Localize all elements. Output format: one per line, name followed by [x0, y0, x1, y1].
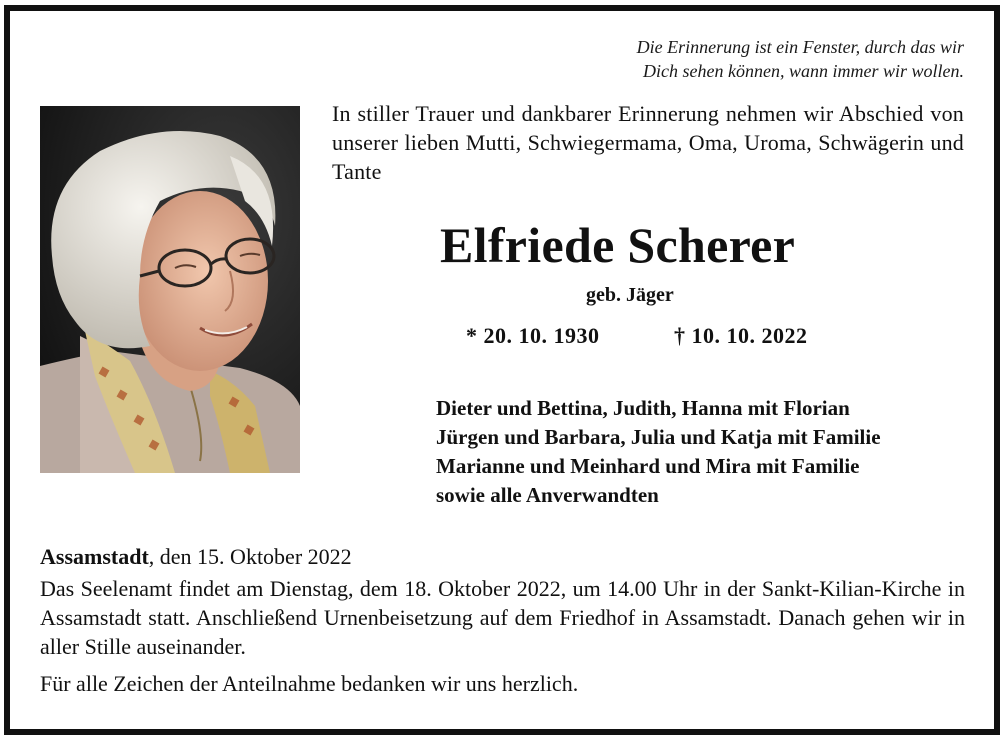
- portrait-photo: [40, 106, 300, 473]
- service-text: Das Seelenamt findet am Dienstag, dem 18. Oktober 2022, um 14.00 Uhr in der Sankt-Kilian-Kirche in Assamstadt statt. Anschließend Urnenbeisetzung auf dem Friedhof in Assamstadt. Danach gehen wir in aller Stille auseinander.: [40, 576, 965, 659]
- quote-line-2: Dich sehen können, wann immer wir wollen.: [643, 61, 964, 81]
- death-date: † 10. 10. 2022: [674, 323, 808, 348]
- thanks-text: Für alle Zeichen der Anteilnahme bedanken wir uns herzlich.: [40, 671, 579, 696]
- quote-line-1: Die Erinnerung ist ein Fenster, durch das wir: [636, 37, 964, 57]
- portrait-illustration: [40, 106, 300, 473]
- place-name: Assamstadt: [40, 544, 149, 569]
- birth-date: * 20. 10. 1930: [466, 323, 600, 348]
- intro-text: In stiller Trauer und dankbarer Erinnerung nehmen wir Abschied von unserer lieben Mutti, Schwiegermama, Oma, Uroma, Schwägerin und Tante: [332, 101, 964, 184]
- mourner-line: Jürgen und Barbara, Julia und Katja mit Familie: [436, 425, 881, 449]
- mourners-list: [436, 394, 956, 510]
- mourner-line: Marianne und Meinhard und Mira mit Familie: [436, 454, 860, 478]
- place-date-line: [40, 544, 352, 570]
- memorial-quote: [637, 35, 964, 83]
- date-text: , den 15. Oktober 2022: [148, 544, 352, 569]
- mourner-line: sowie alle Anverwandten: [436, 483, 659, 507]
- maiden-name: geb. Jäger: [586, 284, 674, 306]
- mourner-line: Dieter und Bettina, Judith, Hanna mit Florian: [436, 396, 850, 420]
- deceased-name: Elfriede Scherer: [440, 217, 796, 273]
